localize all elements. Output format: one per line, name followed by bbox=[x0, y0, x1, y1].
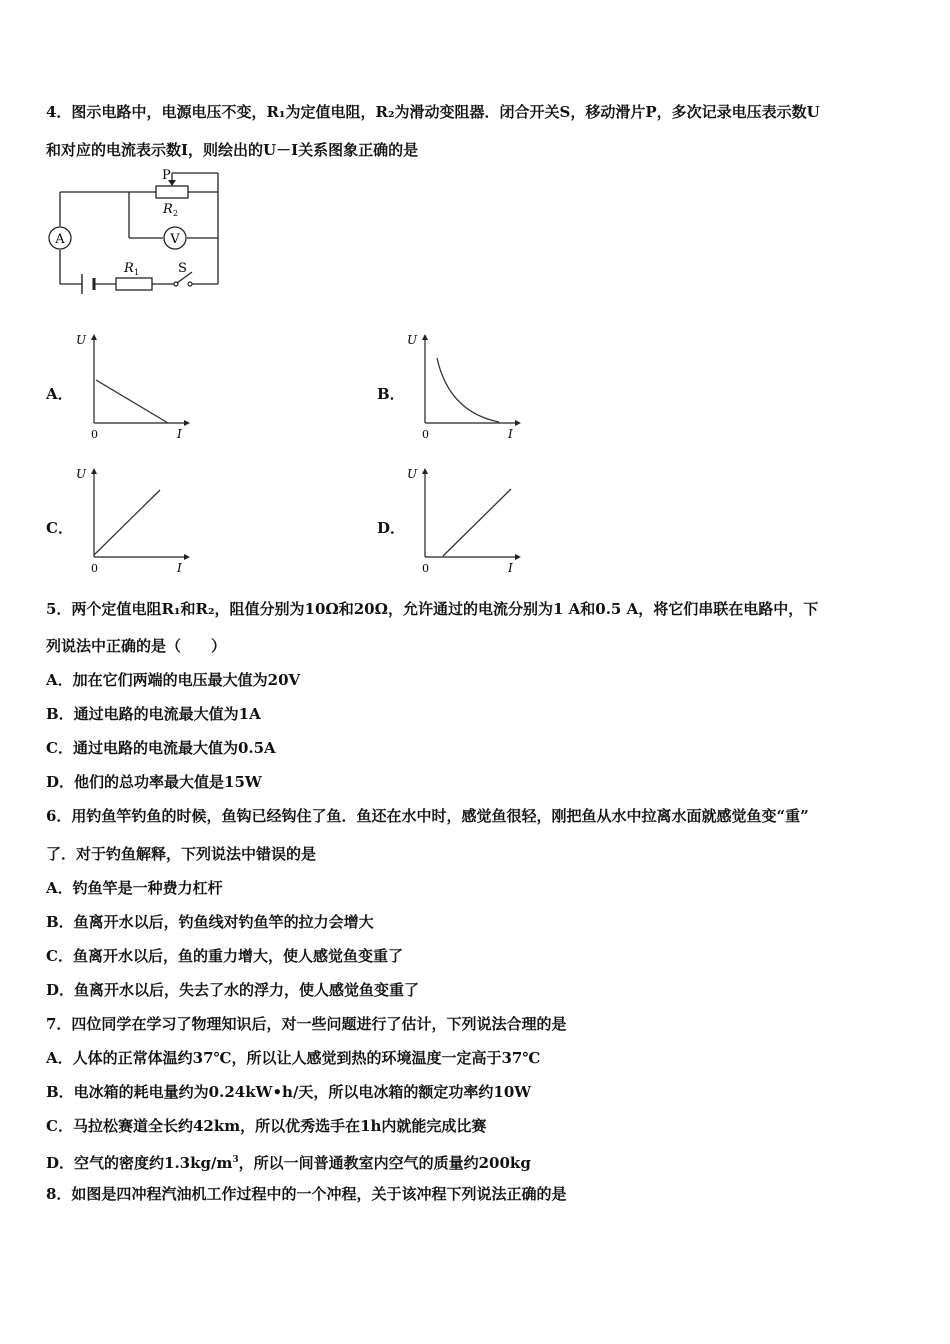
q7-stem: 7．四位同学在学习了物理知识后，对一些问题进行了估计，下列说法合理的是 bbox=[46, 1015, 567, 1033]
q7-option-d-rest: ，所以一间普通教室内空气的质量约200kg bbox=[238, 1154, 531, 1172]
q4-option-d-label[interactable]: D． bbox=[377, 519, 406, 537]
axis-u-label: U bbox=[407, 333, 418, 347]
q7-option-c[interactable]: C．马拉松赛道全长约42km，所以优秀选手在1h内就能完成比赛 bbox=[46, 1117, 487, 1135]
axis-i-label: I bbox=[508, 427, 513, 441]
r1-label: R bbox=[124, 261, 134, 276]
graph-line bbox=[96, 380, 168, 423]
switch-s-label: S bbox=[178, 261, 187, 276]
x-axis-arrow-icon bbox=[184, 554, 190, 560]
voltmeter-label: V bbox=[170, 232, 180, 247]
axis-u-label: U bbox=[407, 467, 418, 481]
circuit-diagram bbox=[44, 168, 229, 302]
x-axis-arrow-icon bbox=[515, 554, 521, 560]
switch-contact-right bbox=[188, 282, 192, 286]
y-axis-arrow-icon bbox=[91, 334, 97, 340]
q5-stem-line1: 5．两个定值电阻R₁和R₂，阻值分别为10Ω和20Ω，允许通过的电流分别为1 A和0.5 A，将它们串联在电路中，下 bbox=[46, 600, 819, 618]
q4-option-a-label[interactable]: A． bbox=[46, 385, 73, 403]
graph-line bbox=[443, 489, 511, 556]
axis-i-label: I bbox=[508, 561, 513, 575]
origin-label: 0 bbox=[91, 562, 98, 575]
q6-option-a[interactable]: A．钓鱼竿是一种费力杠杆 bbox=[46, 879, 223, 897]
q5-option-a[interactable]: A．加在它们两端的电压最大值为20V bbox=[46, 671, 301, 689]
q5-option-d[interactable]: D．他们的总功率最大值是15W bbox=[46, 773, 262, 791]
axis-u-label: U bbox=[76, 333, 87, 347]
axis-i-label: I bbox=[177, 427, 182, 441]
q4-option-a-graph[interactable] bbox=[72, 328, 192, 447]
q4-stem-line1: 4．图示电路中，电源电压不变，R₁为定值电阻，R₂为滑动变阻器．闭合开关S，移动滑片P，多次记录电压表示数U bbox=[46, 103, 820, 121]
q7-option-d-superscript: 3 bbox=[232, 1155, 239, 1165]
axis-u-label: U bbox=[76, 467, 87, 481]
r2-label: R bbox=[163, 202, 173, 217]
y-axis-arrow-icon bbox=[422, 334, 428, 340]
q8-stem: 8．如图是四冲程汽油机工作过程中的一个冲程，关于该冲程下列说法正确的是 bbox=[46, 1185, 567, 1203]
slider-p-label: P bbox=[162, 168, 171, 183]
x-axis-arrow-icon bbox=[184, 420, 190, 426]
origin-label: 0 bbox=[91, 428, 98, 441]
q4-option-b-label[interactable]: B． bbox=[377, 385, 405, 403]
x-axis-arrow-icon bbox=[515, 420, 521, 426]
q7-option-d[interactable] bbox=[46, 1150, 531, 1173]
r1-subscript: 1 bbox=[134, 268, 140, 277]
graph-line bbox=[94, 490, 160, 555]
q6-option-b[interactable]: B．鱼离开水以后，钓鱼线对钓鱼竿的拉力会增大 bbox=[46, 913, 374, 931]
y-axis-arrow-icon bbox=[422, 468, 428, 474]
graph-curve bbox=[437, 358, 499, 422]
q4-option-c-label[interactable]: C． bbox=[46, 519, 73, 537]
q6-stem-line1: 6．用钓鱼竿钓鱼的时候，鱼钩已经钩住了鱼．鱼还在水中时，感觉鱼很轻，刚把鱼从水中拉离水面就感觉鱼变“重” bbox=[46, 807, 809, 825]
y-axis-arrow-icon bbox=[91, 468, 97, 474]
q5-stem-line2: 列说法中正确的是（ ） bbox=[46, 637, 227, 655]
q6-option-d[interactable]: D．鱼离开水以后，失去了水的浮力，使人感觉鱼变重了 bbox=[46, 981, 420, 999]
q4-option-c-graph[interactable] bbox=[72, 462, 192, 581]
r2-subscript: 2 bbox=[173, 209, 179, 218]
q7-option-a[interactable]: A．人体的正常体温约37℃，所以让人感觉到热的环境温度一定高于37℃ bbox=[46, 1049, 541, 1067]
q7-option-d-text: D．空气的密度约1.3kg/m bbox=[46, 1154, 233, 1172]
axis-i-label: I bbox=[177, 561, 182, 575]
q4-option-b-graph[interactable] bbox=[403, 328, 523, 447]
resistor-r2 bbox=[156, 186, 188, 198]
ammeter-label: A bbox=[55, 232, 65, 247]
origin-label: 0 bbox=[422, 562, 429, 575]
q6-stem-line2: 了．对于钓鱼解释，下列说法中错误的是 bbox=[46, 845, 317, 863]
resistor-r1 bbox=[116, 278, 152, 290]
q6-option-c[interactable]: C．鱼离开水以后，鱼的重力增大，使人感觉鱼变重了 bbox=[46, 947, 403, 965]
q4-stem-line2: 和对应的电流表示数I，则绘出的U－I关系图象正确的是 bbox=[46, 141, 419, 159]
q7-option-b[interactable]: B．电冰箱的耗电量约为0.24kW•h/天，所以电冰箱的额定功率约10W bbox=[46, 1083, 532, 1101]
origin-label: 0 bbox=[422, 428, 429, 441]
q4-option-d-graph[interactable] bbox=[403, 462, 523, 581]
q5-option-b[interactable]: B．通过电路的电流最大值为1A bbox=[46, 705, 261, 723]
q5-option-c[interactable]: C．通过电路的电流最大值为0.5A bbox=[46, 739, 276, 757]
